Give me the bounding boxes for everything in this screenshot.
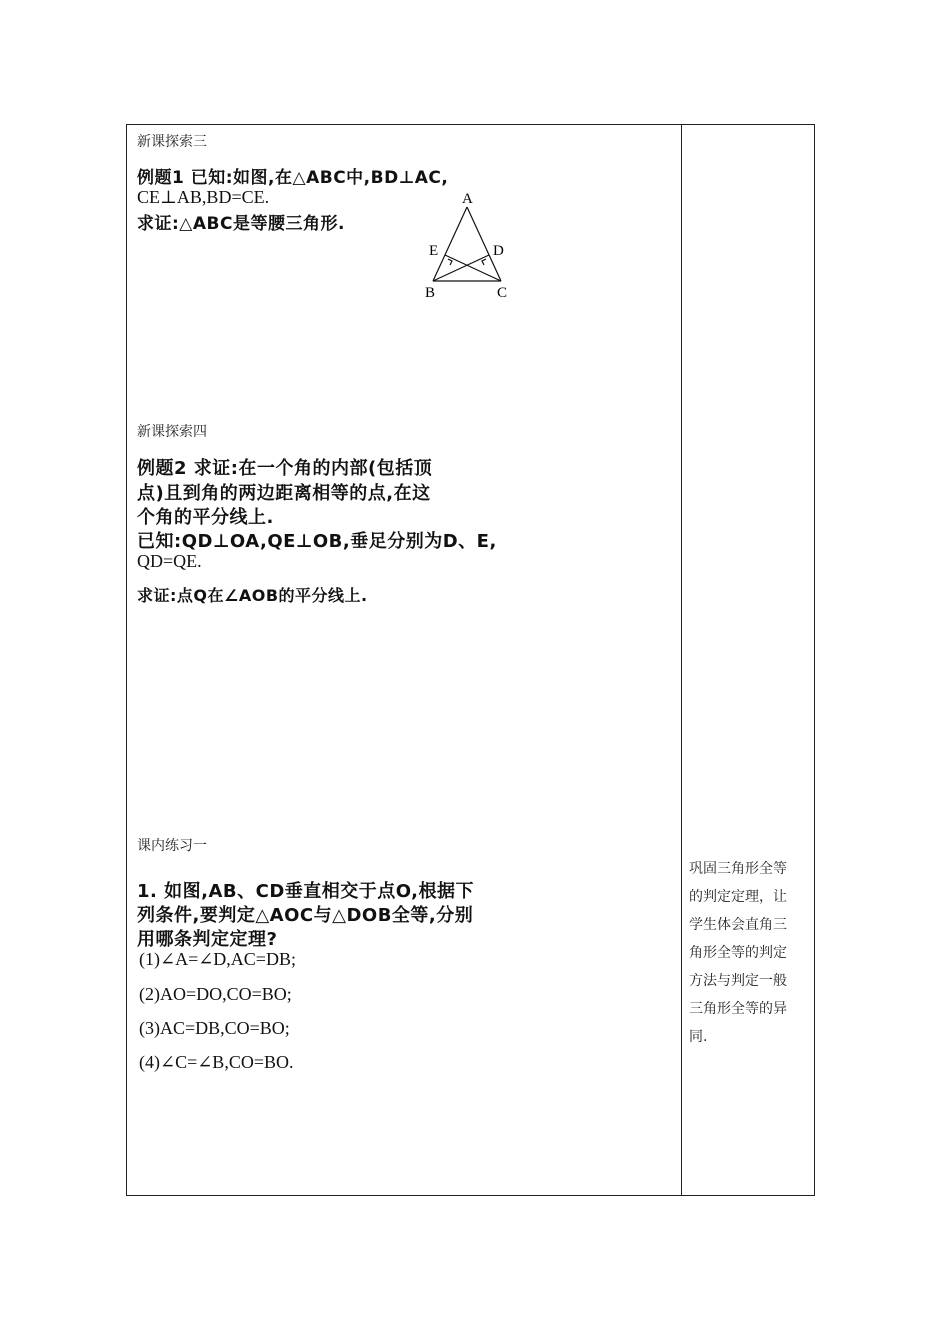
- practice-item-3: (3)AC=DB,CO=BO;: [139, 1018, 290, 1038]
- section3-heading: 新课探索三: [137, 134, 207, 150]
- label-b: B: [425, 285, 436, 301]
- segment-bd: [433, 255, 489, 281]
- right-angle-e: [448, 259, 452, 265]
- practice-line3: 用哪条判定定理?: [137, 929, 278, 950]
- side-note-line: 角形全等的判定: [689, 945, 787, 961]
- side-note-line: 学生体会直角三: [689, 917, 787, 933]
- label-d: D: [493, 243, 504, 259]
- example1-line2: CE⊥AB,BD=CE.: [137, 187, 270, 207]
- lesson-table: [126, 124, 815, 1196]
- side-note-line: 方法与判定一般: [689, 973, 787, 989]
- side-note-line: 三角形全等的异: [689, 1001, 787, 1017]
- side-note-line: 巩固三角形全等: [689, 861, 787, 877]
- practice-item-2: (2)AO=DO,CO=BO;: [139, 984, 292, 1004]
- practice-heading: 课内练习一: [137, 838, 207, 854]
- example2-line4: 已知:QD⊥OA,QE⊥OB,垂足分别为D、E,: [137, 531, 497, 552]
- label-e: E: [429, 243, 439, 259]
- example2-line1: 例题2 求证:在一个角的内部(包括顶: [137, 458, 433, 479]
- example1-line3: 求证:△ABC是等腰三角形.: [137, 214, 345, 234]
- example2-line5: QD=QE.: [137, 551, 202, 571]
- side-note-line: 的判定定理，让: [689, 889, 787, 905]
- example2-line2: 点)且到角的两边距离相等的点,在这: [137, 483, 431, 504]
- example2-line3: 个角的平分线上.: [137, 507, 274, 528]
- example1-line1: 例题1 已知:如图,在△ABC中,BD⊥AC,: [137, 168, 449, 188]
- side-note-line: 同.: [689, 1029, 708, 1045]
- triangle-figure: [415, 189, 525, 301]
- practice-line2: 列条件,要判定△AOC与△DOB全等,分别: [137, 905, 474, 926]
- column-divider: [681, 125, 682, 1195]
- example2-line6: 求证:点Q在∠AOB的平分线上.: [137, 586, 368, 605]
- practice-item-1: (1)∠A=∠D,AC=DB;: [139, 949, 296, 969]
- side-note: [689, 855, 811, 1051]
- label-a: A: [462, 191, 473, 207]
- practice-line1: 1. 如图,AB、CD垂直相交于点O,根据下: [137, 881, 475, 902]
- section4-heading: 新课探索四: [137, 424, 207, 440]
- label-c: C: [497, 285, 508, 301]
- practice-item-4: (4)∠C=∠B,CO=BO.: [139, 1052, 294, 1072]
- right-angle-d: [482, 259, 486, 265]
